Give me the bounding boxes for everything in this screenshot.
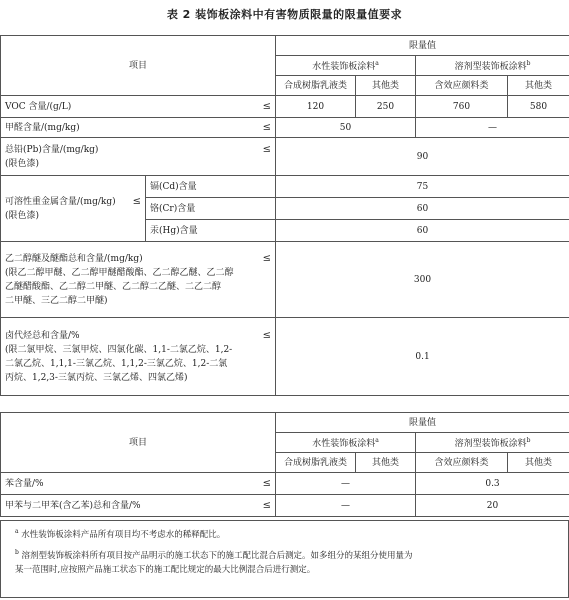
table-row — [1, 318, 569, 396]
header-solvent-sub2: 其他类 — [508, 453, 569, 473]
benzene-solvent: 0.3 — [416, 473, 569, 495]
formaldehyde-label: 甲醛含量/(mg/kg) ≤ — [1, 118, 276, 138]
table-row — [1, 96, 569, 118]
table-notes — [0, 520, 569, 598]
voc-value: 120 — [276, 96, 356, 118]
header-solvent-sub1: 含效应颜料类 — [416, 76, 508, 96]
lead-label: 总铅(Pb)含量/(mg/kg) ≤ (限色漆) — [1, 138, 276, 176]
halogen-value: 0.1 — [276, 318, 569, 396]
limits-table-2 — [0, 412, 569, 517]
formaldehyde-solvent: — — [416, 118, 569, 138]
cadmium-label: 镉(Cd)含量 — [146, 176, 276, 198]
note-a: $^a$ 水性装饰板涂料产品所有项目均不考虑水的稀释配比。 — [15, 528, 226, 540]
header-water-sub1: 合成树脂乳液类 — [276, 453, 356, 473]
table-row — [1, 118, 569, 138]
glycol-ether-value: 300 — [276, 242, 569, 318]
table-row — [1, 242, 569, 318]
table-row — [1, 473, 569, 495]
voc-value: 580 — [508, 96, 569, 118]
chromium-value: 60 — [276, 198, 569, 220]
header-solvent: 溶剂型装饰板涂料$^b$ — [416, 433, 569, 453]
benzene-water: — — [276, 473, 416, 495]
benzene-label: 苯含量/% ≤ — [1, 473, 276, 495]
header-item: 项目 — [1, 413, 276, 473]
lead-value: 90 — [276, 138, 569, 176]
limits-table-1 — [0, 35, 569, 396]
header-water-sub2: 其他类 — [356, 453, 416, 473]
mercury-value: 60 — [276, 220, 569, 242]
voc-label: VOC 含量/(g/L) ≤ — [1, 96, 276, 118]
table-title: 表 2 装饰板涂料中有害物质限量的限量值要求 — [166, 8, 403, 21]
header-water-sub1: 合成树脂乳液类 — [276, 76, 356, 96]
chromium-label: 铬(Cr)含量 — [146, 198, 276, 220]
voc-value: 250 — [356, 96, 416, 118]
header-limit: 限量值 — [276, 36, 569, 56]
mercury-label: 汞(Hg)含量 — [146, 220, 276, 242]
header-limit: 限量值 — [276, 413, 569, 433]
halogen-label: 卤代烃总和含量/% ≤ (限二氯甲烷、三氯甲烷、四氯化碳、1,1-二氯乙烷、1,2- 二氯乙烷、1,1,1-三氯乙烷、1,1,2-三氯乙烷、1,2-二氯 丙烷、1,2,3-三氯丙烷、三氯乙烯、四氯乙烯) — [1, 318, 276, 396]
toluene-solvent: 20 — [416, 495, 569, 517]
formaldehyde-water: 50 — [276, 118, 416, 138]
table-row — [1, 495, 569, 517]
header-water: 水性装饰板涂料$^a$ — [276, 433, 416, 453]
header-item: 项目 — [1, 36, 276, 96]
table-row — [1, 138, 569, 176]
toluene-water: — — [276, 495, 416, 517]
toluene-label: 甲苯与二甲苯(含乙苯)总和含量/% ≤ — [1, 495, 276, 517]
header-water: 水性装饰板涂料$^a$ — [276, 56, 416, 76]
table-row — [1, 176, 569, 198]
header-solvent: 溶剂型装饰板涂料$^b$ — [416, 56, 569, 76]
note-b: $^b$ 溶剂型装饰板涂料所有项目按产品明示的施工状态下的施工配比混合后测定。如多组分的某组分使用量为 某一范围时,应按照产品施工状态下的施工配比规定的最大比例混合后进行测定。 — [15, 548, 413, 575]
header-water-sub2: 其他类 — [356, 76, 416, 96]
header-solvent-sub2: 其他类 — [508, 76, 569, 96]
voc-value: 760 — [416, 96, 508, 118]
glycol-ether-label: 乙二醇醚及醚酯总和含量/(mg/kg) ≤ (限乙二醇甲醚、乙二醇甲醚醋酸酯、乙二醇乙醚、乙二醇 乙醚醋酸酯、乙二醇二甲醚、乙二醇二乙醚、二乙二醇 二甲醚、三乙二醇二甲醚) — [1, 242, 276, 318]
heavy-metal-label: 可溶性重金属含量/(mg/kg) ≤ (限色漆) — [1, 176, 146, 242]
header-solvent-sub1: 含效应颜料类 — [416, 453, 508, 473]
cadmium-value: 75 — [276, 176, 569, 198]
